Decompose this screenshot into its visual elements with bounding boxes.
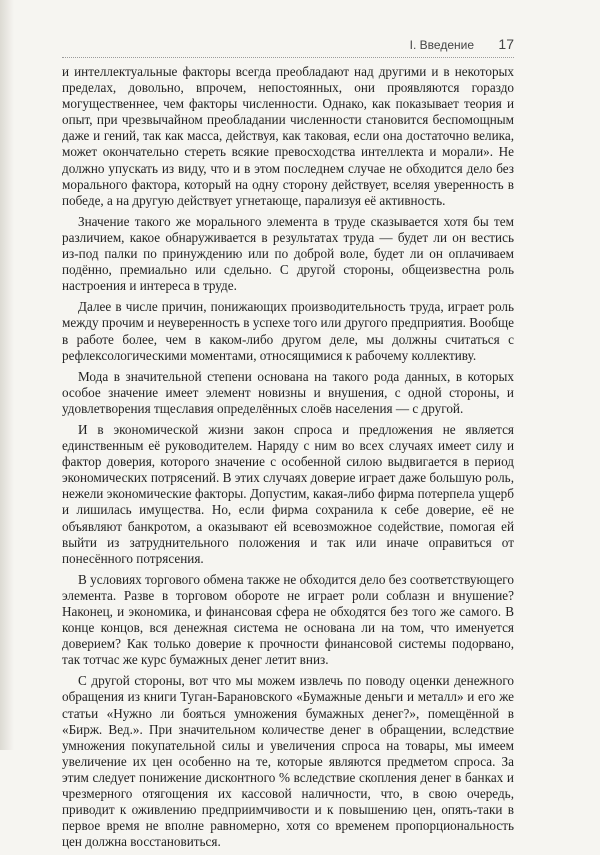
running-header: [62, 34, 514, 56]
section-title: I. Введение: [409, 38, 474, 52]
paragraph: С другой стороны, вот что мы можем извлечь по поводу оценки денежного обращения из книги Туган-Барановского «Бумажные деньги и металл» и его же статьи «Нужно ли бояться умножения бумажных денег?», помещённой в «Бирж. Вед.». При значительном количестве денег в обращении, вследствие умножения покупательной силы и увеличения спроса на товары, мы имеем увеличение их цен особенно на те, которые являются предметом спроса. За этим следует понижение дисконтного % вследствие скопления денег в банках и чрезмерного отягощения их кассовой наличности, что, в свою очередь, приводит к оживлению предприимчивости и к повышению цен, опять-таки в первое время не вполне равномерно, хотя со временем пропорциональность цен должна восстановиться.: [62, 673, 514, 850]
paragraph: В условиях торгового обмена также не обходится дело без соответствующего элемента. Разве в торговом обороте не играет роли соблазн и внушение? Наконец, и экономика, и финансовая сфера не обходятся без того же самого. В конце концов, вся денежная система не основана ли на том, что именуется доверием? Как только доверие к прочности финансовой системы подорвано, так тотчас же курс бумажных денег летит вниз.: [62, 571, 514, 668]
page-number: 17: [498, 36, 514, 52]
page-gutter-shadow: [0, 0, 14, 750]
header-divider: [62, 57, 514, 58]
paragraph: И в экономической жизни закон спроса и предложения не является единственным её руководителем. Наряду с ним во всех случаях имеет силу и фактор доверия, которого значение с особенной силою выдвигается в период экономических потрясений. В этих случаях доверие играет даже большую роль, нежели экономические факторы. Допустим, какая-либо фирма потерпела ущерб и лишилась имущества. Но, если фирма сохранила к себе доверие, её не объявляют банкротом, а оказывают ей всевозможное содействие, помогая ей выйти из затруднительного положения и так или иначе оправиться от понесённого потрясения.: [62, 421, 514, 566]
body-text: [62, 64, 514, 855]
paragraph: Мода в значительной степени основана на такого рода данных, в которых особое значение имеет элемент новизны и внушения, с одной стороны, и удовлетворения тщеславия определённых слоёв населения — с другой.: [62, 368, 514, 416]
paragraph: Далее в числе причин, понижающих производительность труда, играет роль между прочим и неуверенность в успехе того или другого предприятия. Вообще в работе более, чем в каком-либо другом деле, мы должны считаться с рефлексологическими моментами, относящимися к рабочему коллективу.: [62, 299, 514, 363]
paragraph: Значение такого же морального элемента в труде сказывается хотя бы тем различием, какое обнаруживается в результатах труда — будет ли он вестись из-под палки по принуждению или по доброй воле, будет ли он оплачиваем подённо, премиально или сдельно. С другой стороны, общеизвестна роль настроения и интереса в труде.: [62, 213, 514, 294]
paragraph: и интеллектуальные факторы всегда преобладают над другими и в некоторых пределах, довольно, впрочем, непостоянных, они проявляются гораздо могущественнее, чем факторы численности. Однако, как показывает теория и опыт, при чрезвычайном преобладании численности становится беспомощным даже и гений, так как масса, действуя, как таковая, если она достаточно велика, может окончательно стереть всякие превосходства интеллекта и морали». Не должно упускать из виду, что и в этом последнем случае не обходится дело без морального фактора, который на одну сторону действует, вселяя уверенность в победе, а на другую действует угнетающе, парализуя её активность.: [62, 64, 514, 208]
